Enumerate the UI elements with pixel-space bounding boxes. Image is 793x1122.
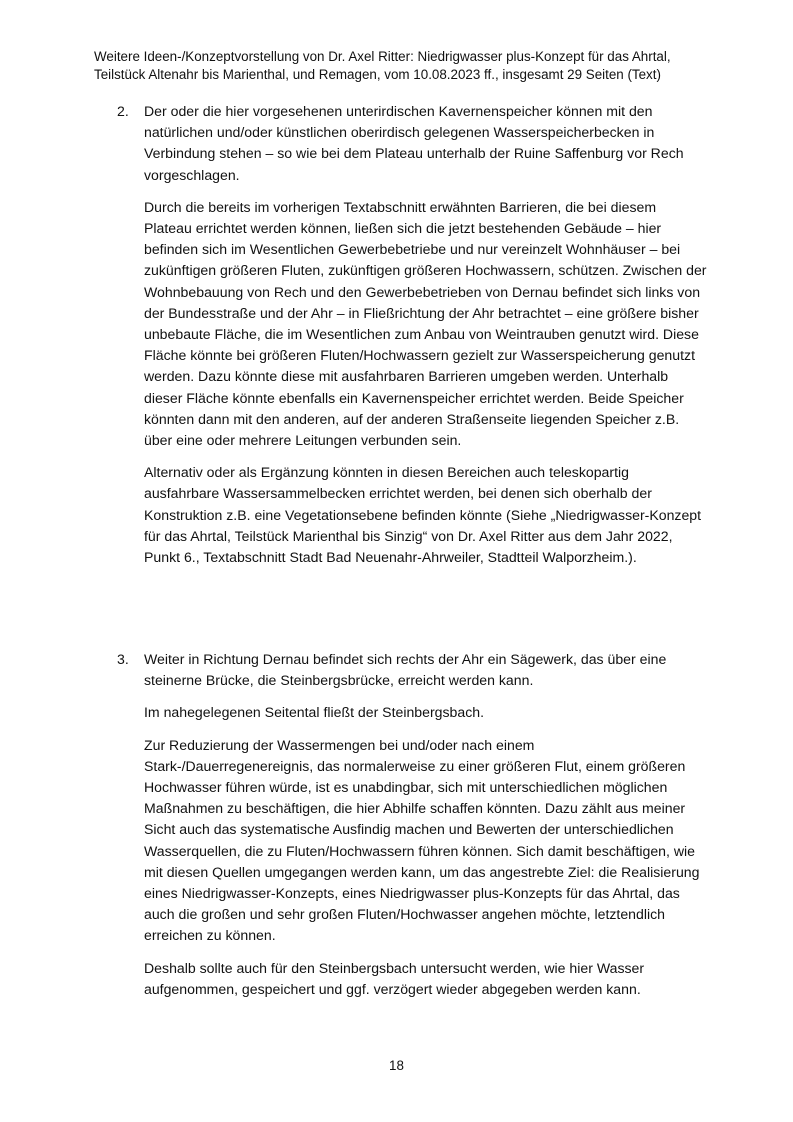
paragraph: Durch die bereits im vorherigen Textabschnitt erwähnten Barrieren, die bei diesem Plateau errichtet werden können, ließen sich die jetzt bestehenden Gebäude – hier befinden sich im Wesentlichen Gewerbebetriebe und nur vereinzelt Wohnhäuser – bei zukünftigen größeren Fluten, zukünftigen größeren Hochwassern, schützen. Zwischen der Wohnbebauung von Rech und den Gewerbebetrieben von Dernau befindet sich links von der Bundesstraße und der Ahr – in Fließrichtung der Ahr betrachtet – eine größere bisher unbebaute Fläche, die im Wesentlichen zum Anbau von Weintrauben genutzt wird. Diese Fläche könnte bei größeren Fluten/Hochwassern gezielt zur Wasserspeicherung genutzt werden. Dazu könnte diese mit ausfahrbaren Barrieren umgeben werden. Unterhalb dieser Fläche könnte ebenfalls ein Kavernenspeicher errichtet werden. Beide Speicher könnten dann mit den anderen, auf der anderen Straßenseite liegenden Speicher z.B. über eine oder mehrere Leitungen verbunden sein. [144,198,707,449]
paragraph: Deshalb sollte auch für den Steinbergsbach untersucht werden, wie hier Wasser aufgenommen, gespeichert und ggf. verzögert wieder abgegeben werden kann. [144,959,645,997]
page-number: 18 [389,1058,404,1073]
paragraph: Weiter in Richtung Dernau befindet sich rechts der Ahr ein Sägewerk, das über eine steinerne Brücke, die Steinbergsbrücke, erreicht werden kann. [144,651,667,689]
list-item-3 [117,649,707,1011]
paragraph: Alternativ oder als Ergänzung könnten in diesen Bereichen auch teleskopartig ausfahrbare Wassersammelbecken errichtet werden, bei denen sich oberhalb der Konstruktion z.B. eine Vegetationsebene befinden könnte (Siehe „Niedrigwasser-Konzept für das Ahrtal, Teilstück Marienthal bis Sinzig“ von Dr. Axel Ritter aus dem Jahr 2022, Punkt 6., Textabschnitt Stadt Bad Neuenahr-Ahrweiler, Stadtteil Walporzheim.). [144,464,702,566]
list-item-number: 2. [117,103,129,119]
list-item-body [144,101,707,568]
list-item-2 [117,101,707,579]
paragraph: Der oder die hier vorgesehenen unterirdischen Kavernenspeicher können mit den natürlichen und/oder künstlichen oberirdisch gelegenen Wasserspeicherbecken in Verbindung stehen – so wie bei dem Plateau unterhalb der Ruine Saffenburg vor Rech vorgeschlagen. [144,103,684,183]
list-item-number: 3. [117,651,129,667]
paragraph: Im nahegelegenen Seitental fließt der Steinbergsbach. [144,704,485,721]
paragraph: Zur Reduzierung der Wassermengen bei und/oder nach einem Stark-/Dauerregenereignis, das normalerweise zu einer größeren Flut, einem größeren Hochwasser führen würde, ist es unabdingbar, sich mit unterschiedlichen möglichen Maßnahmen zu beschäftigen, die hier Abhilfe schaffen könnten. Dazu zählt aus meiner Sicht auch das systematische Ausfindig machen und Bewerten der unterschiedlichen Wasserquellen, die zu Fluten/Hochwassern führen können. Sich damit beschäftigen, wie mit diesen Quellen umgegangen werden kann, um das angestrebte Ziel: die Realisierung eines Niedrigwasser-Konzepts, eines Niedrigwasser plus-Konzepts für das Ahrtal, das auch die großen und sehr großen Fluten/Hochwasser angehen möchte, letztendlich erreichen zu können. [144,736,700,944]
page-header: Weitere Ideen-/Konzeptvorstellung von Dr. Axel Ritter: Niedrigwasser plus-Konzept für das Ahrtal, Teilstück Altenahr bis Marienthal, und Remagen, vom 10.08.2023 ff., insgesamt 29 Seiten (Text) [94,49,671,82]
list-item-body [144,649,707,1000]
